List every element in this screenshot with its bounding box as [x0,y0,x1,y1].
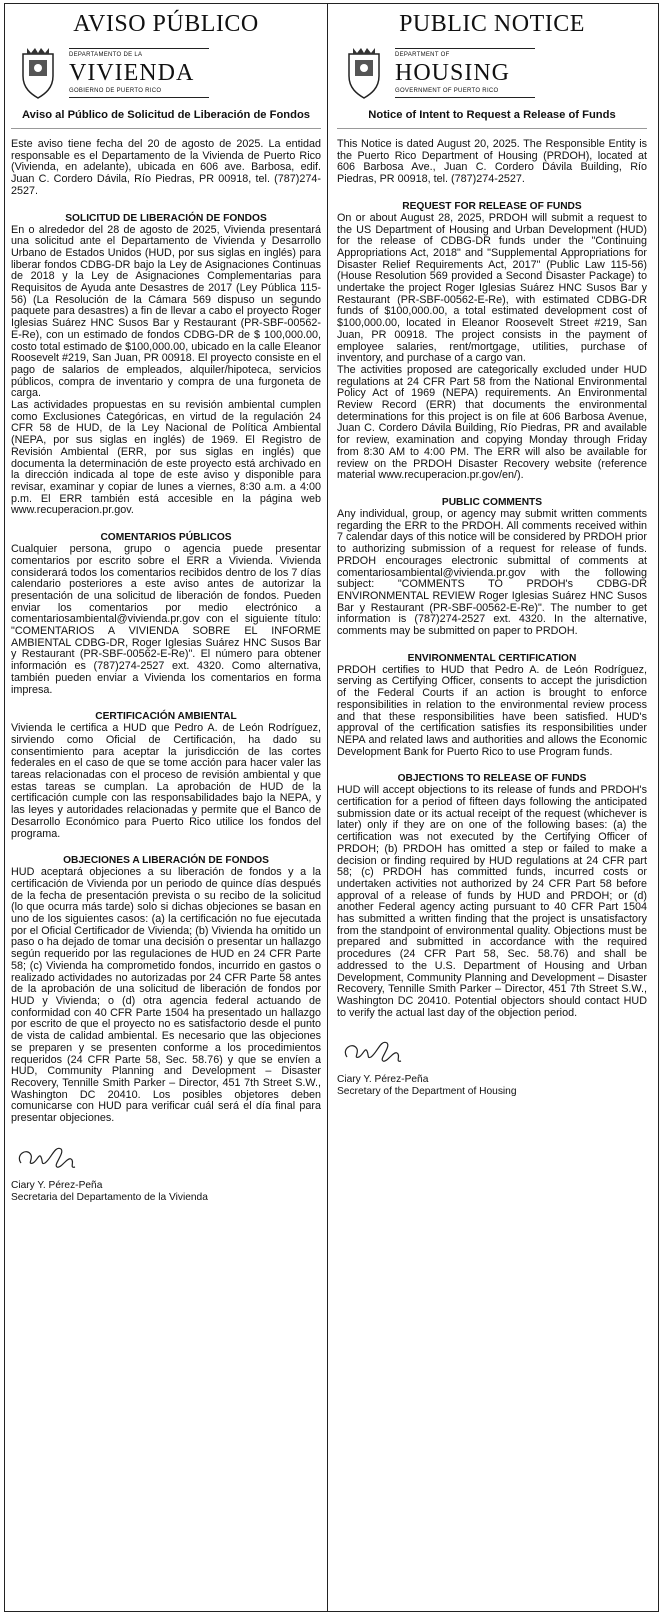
spanish-title-rule [11,128,321,129]
english-agency-logo [337,44,647,102]
spanish-section-heading: SOLICITUD DE LIBERACIÓN DE FONDOS [65,212,267,224]
spanish-section-heading: OBJECIONES A LIBERACIÓN DE FONDOS [63,855,269,867]
english-agency-small-top: DEPARTMENT OF [395,52,450,58]
spanish-agency-logo [11,44,321,102]
spanish-signature-title: Secretaria del Departamento de la Vivienda [11,1191,208,1203]
spanish-agency-small-top: DEPARTAMENTO DE LA [69,52,143,58]
english-header: PUBLIC NOTICE [399,11,585,37]
spanish-agency-name: VIVIENDA [69,60,195,86]
handwritten-signature [13,1139,103,1175]
spanish-paragraph: En o alrededor del 28 de agosto de 2025, Vivienda presentará una solicitud ante el Departamento de Vivienda y Desarrollo Urbano de Estados Unidos (HUD, por sus siglas en inglés) para liberar fondos CDBG-DR bajo la Ley de Asignaciones Continuas de 2018 y la Ley de Asignaciones Complementarias para Requisitos de Ayuda ante Desastres de 2017 (Ley Pública 115-56) (La Resolución de la Cámara 569 dispuso un segundo paquete para desastres) a fin de llevar a cabo el proyecto Roger Iglesias Suárez HNC Susos Bar y Restaurant (PR-SBF-00562-E-Re), con un estimado de fondos CDBG-DR de $ 100,000.00, costo total estimado de $100,000.00, ubicado en la calle Eleanor Roosevelt #219, San Juan, PR 00918. El proyecto consiste en el pago de salarios de empleados, alquiler/hipoteca, servicios públicos, compra de inventario y compra de una furgoneta de carga. [11,223,321,400]
english-section-heading: OBJECTIONS TO RELEASE OF FUNDS [397,773,587,785]
spanish-notice-title: Aviso al Público de Solicitud de Liberación de Fondos [21,109,310,121]
english-column [337,4,647,1098]
coat-of-arms-icon [17,46,59,100]
english-agency-name: HOUSING [395,60,510,86]
spanish-paragraph: Cualquier persona, grupo o agencia puede presentar comentarios por escrito sobre el ERR a Vivienda. Vivienda considerará todos los comentarios recibidos dentro de los 7 días calendario posteriores a este aviso antes de autorizar la presentación de una solicitud de liberación de fondos. Pueden enviar los comentarios por medio electrónico a comentariosambiental@vivienda.pr.gov con el siguiente título: "COMENTARIOS A VIVIENDA SOBRE EL INFORME AMBIENTAL CDBG-DR, Roger Iglesias Suárez HNC Susos Bar y Restaurant (PR-SBF-00562-E-Re)". El número para obtener información es (787)274-2527 ext. 4320. Como alternativa, también pueden enviar a Vivienda los comentarios en forma impresa. [11,543,321,696]
english-paragraph: The activities proposed are categorically excluded under HUD regulations at 24 CFR Part 58 from the National Environmental Policy Act of 1969 (NEPA) requirements. An Environmental Review Record (ERR) that documents the environmental determinations for this project is on file at 606 Barbosa Avenue, Juan C. Cordero Dávila Building, Río Piedras, PR and available for review, examination and copying Monday through Friday from 8:30 AM to 4:00 PM. The ERR will also be available for review on the PRDOH Disaster Recovery website (reference material www.recuperacion.pr.gov/en/). [337,363,647,482]
english-section-heading: ENVIRONMENTAL CERTIFICATION [407,652,577,664]
spanish-agency-small-bottom: GOBIERNO DE PUERTO RICO [69,88,162,94]
column-divider [327,4,328,1611]
spanish-signature-block [11,1139,321,1204]
english-signature-name: Ciary Y. Pérez-Peña [337,1074,429,1086]
handwritten-signature [339,1033,429,1069]
spanish-agency-name-block [69,48,209,98]
english-paragraph: HUD will accept objections to its release of funds and PRDOH's certification for a period of fifteen days following the anticipated submission date or its actual receipt of the request (whichever is later) only if they are on one of the following bases: (a) the certification was not executed by the Certifying Officer of PRDOH; (b) PRDOH has omitted a step or failed to make a decision or finding required by HUD regulations at 24 CFR part 58; (c) PRDOH has committed funds, incurred costs or undertaken activities not authorized by 24 CFR Part 58 before approval of a release of funds by HUD and PRDOH; or (d) another Federal agency acting pursuant to 40 CFR Part 1504 has submitted a written finding that the project is unsatisfactory from the standpoint of environmental quality. Objections must be prepared and submitted in accordance with the required procedures (24 CFR Part 58, Sec. 58.76) and shall be addressed to the U.S. Department of Housing and Urban Development, Community Planning and Development – Disaster Recovery, Tennille Smith Parker – Director, 451 7th Street S.W., Washington DC 20410. Potential objectors should contact HUD to verify the actual last day of the objection period. [337,784,647,1019]
coat-of-arms-icon [343,46,385,100]
english-agency-small-bottom: GOVERNMENT OF PUERTO RICO [395,88,499,94]
spanish-paragraph: Vivienda le certifica a HUD que Pedro A. de León Rodríguez, sirviendo como Oficial de Certificación, ha dado su consentimiento para aceptar la jurisdicción de las cortes federales en el caso de que se tome acción para hacer valer las tareas relacionadas con el proceso de revisión ambiental y que estas tareas se cumplan. La aprobación de HUD de la certificación cumple con las responsabilidades bajo la NEPA, y las leyes y autoridades relacionadas y permite que el Banco de Desarrollo Económico para Puerto Rico utilice los fondos del programa. [11,722,321,840]
spanish-column [11,4,321,1204]
spanish-paragraph: Las actividades propuestas en su revisión ambiental cumplen como Exclusiones Categóricas, en virtud de la regulación 24 CFR 58 de HUD, de la Ley Nacional de Política Ambiental (NEPA, por sus siglas en inglés) de 1969. El Registro de Revisión Ambiental (ERR, por sus siglas en inglés) que documenta la determinación de este proyecto está archivado en la dirección indicada al tope de este aviso y disponible para revisar, examinar y copiar de lunes a viernes, 8:30 a.m. a 4:00 p.m. El ERR también está accesible en la página web www.recuperacion.pr.gov. [11,399,321,517]
english-paragraph: On or about August 28, 2025, PRDOH will submit a request to the US Department of Housing and Urban Development (HUD) for the release of CDBG-DR funds under the "Continuing Appropriations Act, 2018" and "Supplemental Appropriations for Disaster Relief Requirements Act, 2017" (Public Law 115-56) (House Resolution 569 provided a Second Disaster Package) to undertake the project Roger Iglesias Suárez HNC Susos Bar y Restaurant (PR-SBF-00562-E-Re), with estimated CDBG-DR funds of $100,000.00, a total estimated development cost of $100,000.00, located in Eleanor Roosevelt Street #219, San Juan, PR 00918. The project consists in the payment of employee salaries, rent/mortgage, utilities, purchase of inventory, and purchase of a cargo van. [337,211,647,365]
english-intro: This Notice is dated August 20, 2025. The Responsible Entity is the Puerto Rico Department of Housing (PRDOH), located at 606 Barbosa Ave., Juan C. Cordero Dávila Building, Río Piedras, PR 00918, tel. (787)274-2527. [337,138,647,186]
english-section-heading: REQUEST FOR RELEASE OF FUNDS [402,200,582,212]
spanish-intro: Este aviso tiene fecha del 20 de agosto de 2025. La entidad responsable es el Departamento de la Vivienda de Puerto Rico (Vivienda, en adelante), ubicada en 606 ave. Barbosa, edif. Juan C. Cordero Dávila, Río Piedras, PR 00918, tel. (787)274-2527. [11,138,321,197]
english-paragraph: Any individual, group, or agency may submit written comments regarding the ERR to the PRDOH. All comments received within 7 calendar days of this notice will be considered by PRDOH prior to authorizing submission of a request for release of funds. PRDOH encourages electronic submittal of comments at comentariosambiental@vivienda.pr.gov with the following subject: "COMMENTS TO PRDOH's CDBG-DR ENVIRONMENTAL REVIEW Roger Iglesias Suárez HNC Susos Bar y Restaurant (PR-SBF-00562-E-Re)". The number to get information is (787)274-2527 ext. 4320. In the alternative, comments may be submitted on paper to PRDOH. [337,507,647,638]
english-title-rule [337,128,647,129]
public-notice-page [4,3,659,1612]
english-signature-block [337,1033,647,1098]
spanish-signature-name: Ciary Y. Pérez-Peña [11,1179,103,1191]
english-paragraph: PRDOH certifies to HUD that Pedro A. de León Rodríguez, serving as Certifying Officer, consents to accept the jurisdiction of the Federal Courts if an action is brought to enforce responsibilities in relation to the environmental review process and that these responsibilities have been satisfied. HUD's approval of the certification satisfies its responsibilities under NEPA and related laws and authorities and allows the Economic Development Bank for Puerto Rico to use Program funds. [337,663,647,758]
spanish-section-heading: CERTIFICACIÓN AMBIENTAL [95,711,237,723]
english-section-heading: PUBLIC COMMENTS [441,496,543,508]
spanish-paragraph: HUD aceptará objeciones a su liberación de fondos y a la certificación de Vivienda por un periodo de quince días después de la fecha de presentación prevista o su recibo de la solicitud (lo que ocurra más tarde) solo si dichas objeciones se basan en uno de los siguientes casos: (a) la certificación no fue ejecutada por el Oficial Certificador de Vivienda; (b) Vivienda ha omitido un paso o ha dejado de tomar una decisión o presentar un hallazgo según requerido por las regulaciones de HUD en 24 CFR Parte 58; (c) Vivienda ha comprometido fondos, incurrido en gastos o realizado actividades no autorizadas por 24 CFR Parte 58 antes de la aprobación de una solicitud de liberación de fondos por HUD y Vivienda; o (d) otra agencia federal actuando de conformidad con 40 CFR Parte 1504 ha presentado un hallazgo por escrito de que el proyecto no es satisfactorio desde el punto de vista de calidad ambiental. Es necesario que las objeciones se preparen y se presenten conforme a los procedimientos requeridos (24 CFR Parte 58, Sec. 58.76) y que se envíen a HUD, Community Planning and Development – Disaster Recovery, Tennille Smith Parker – Director, 451 7th Street S.W., Washington DC 20410. Los posibles objetores deben comunicarse con HUD para verificar cuál será el día final para presentar objeciones. [11,866,321,1125]
spanish-section-heading: COMENTARIOS PÚBLICOS [100,532,232,544]
spanish-header: AVISO PÚBLICO [73,11,259,37]
english-notice-title: Notice of Intent to Request a Release of Funds [368,109,616,121]
english-signature-title: Secretary of the Department of Housing [337,1086,517,1098]
english-agency-name-block [395,48,535,98]
